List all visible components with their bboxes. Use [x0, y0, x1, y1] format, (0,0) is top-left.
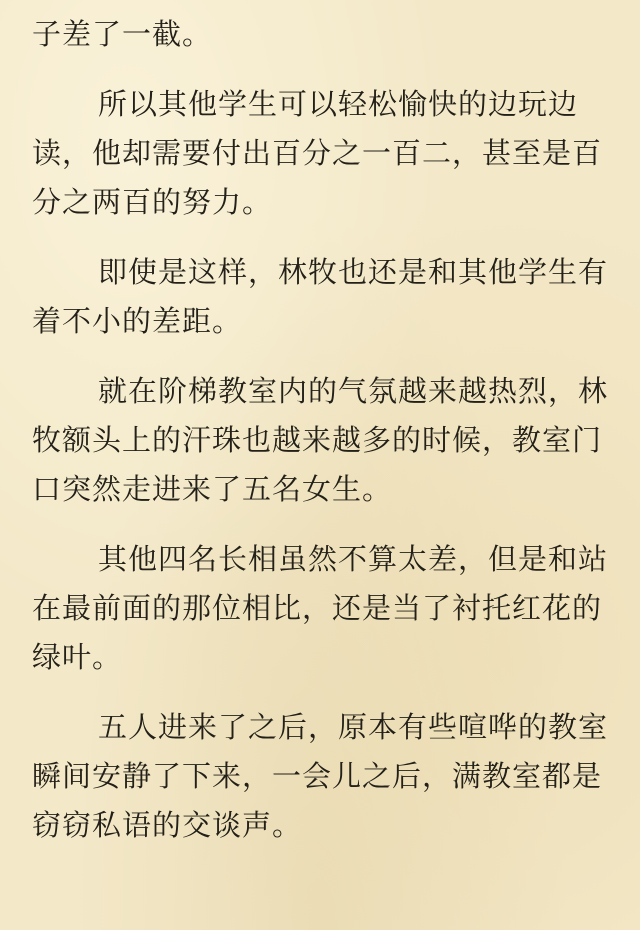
paragraph-6: 五人进来了之后，原本有些喧哗的教室瞬间安静了下来，一会儿之后，满教室都是窃窃私语的交谈声。 [32, 710, 609, 842]
paragraph-3: 即使是这样，林牧也还是和其他学生有着不小的差距。 [32, 255, 609, 338]
paragraph-1: 子差了一截。 [32, 17, 213, 51]
paragraph-4: 就在阶梯教室内的气氛越来越热烈，林牧额头上的汗珠也越来越多的时候，教室门口突然走进来了五名女生。 [32, 374, 609, 506]
paragraph-5: 其他四名长相虽然不算太差，但是和站在最前面的那位相比，还是当了衬托红花的绿叶。 [32, 542, 609, 674]
paragraph-2: 所以其他学生可以轻松愉快的边玩边读，他却需要付出百分之一百二，甚至是百分之两百的努力。 [32, 87, 603, 219]
